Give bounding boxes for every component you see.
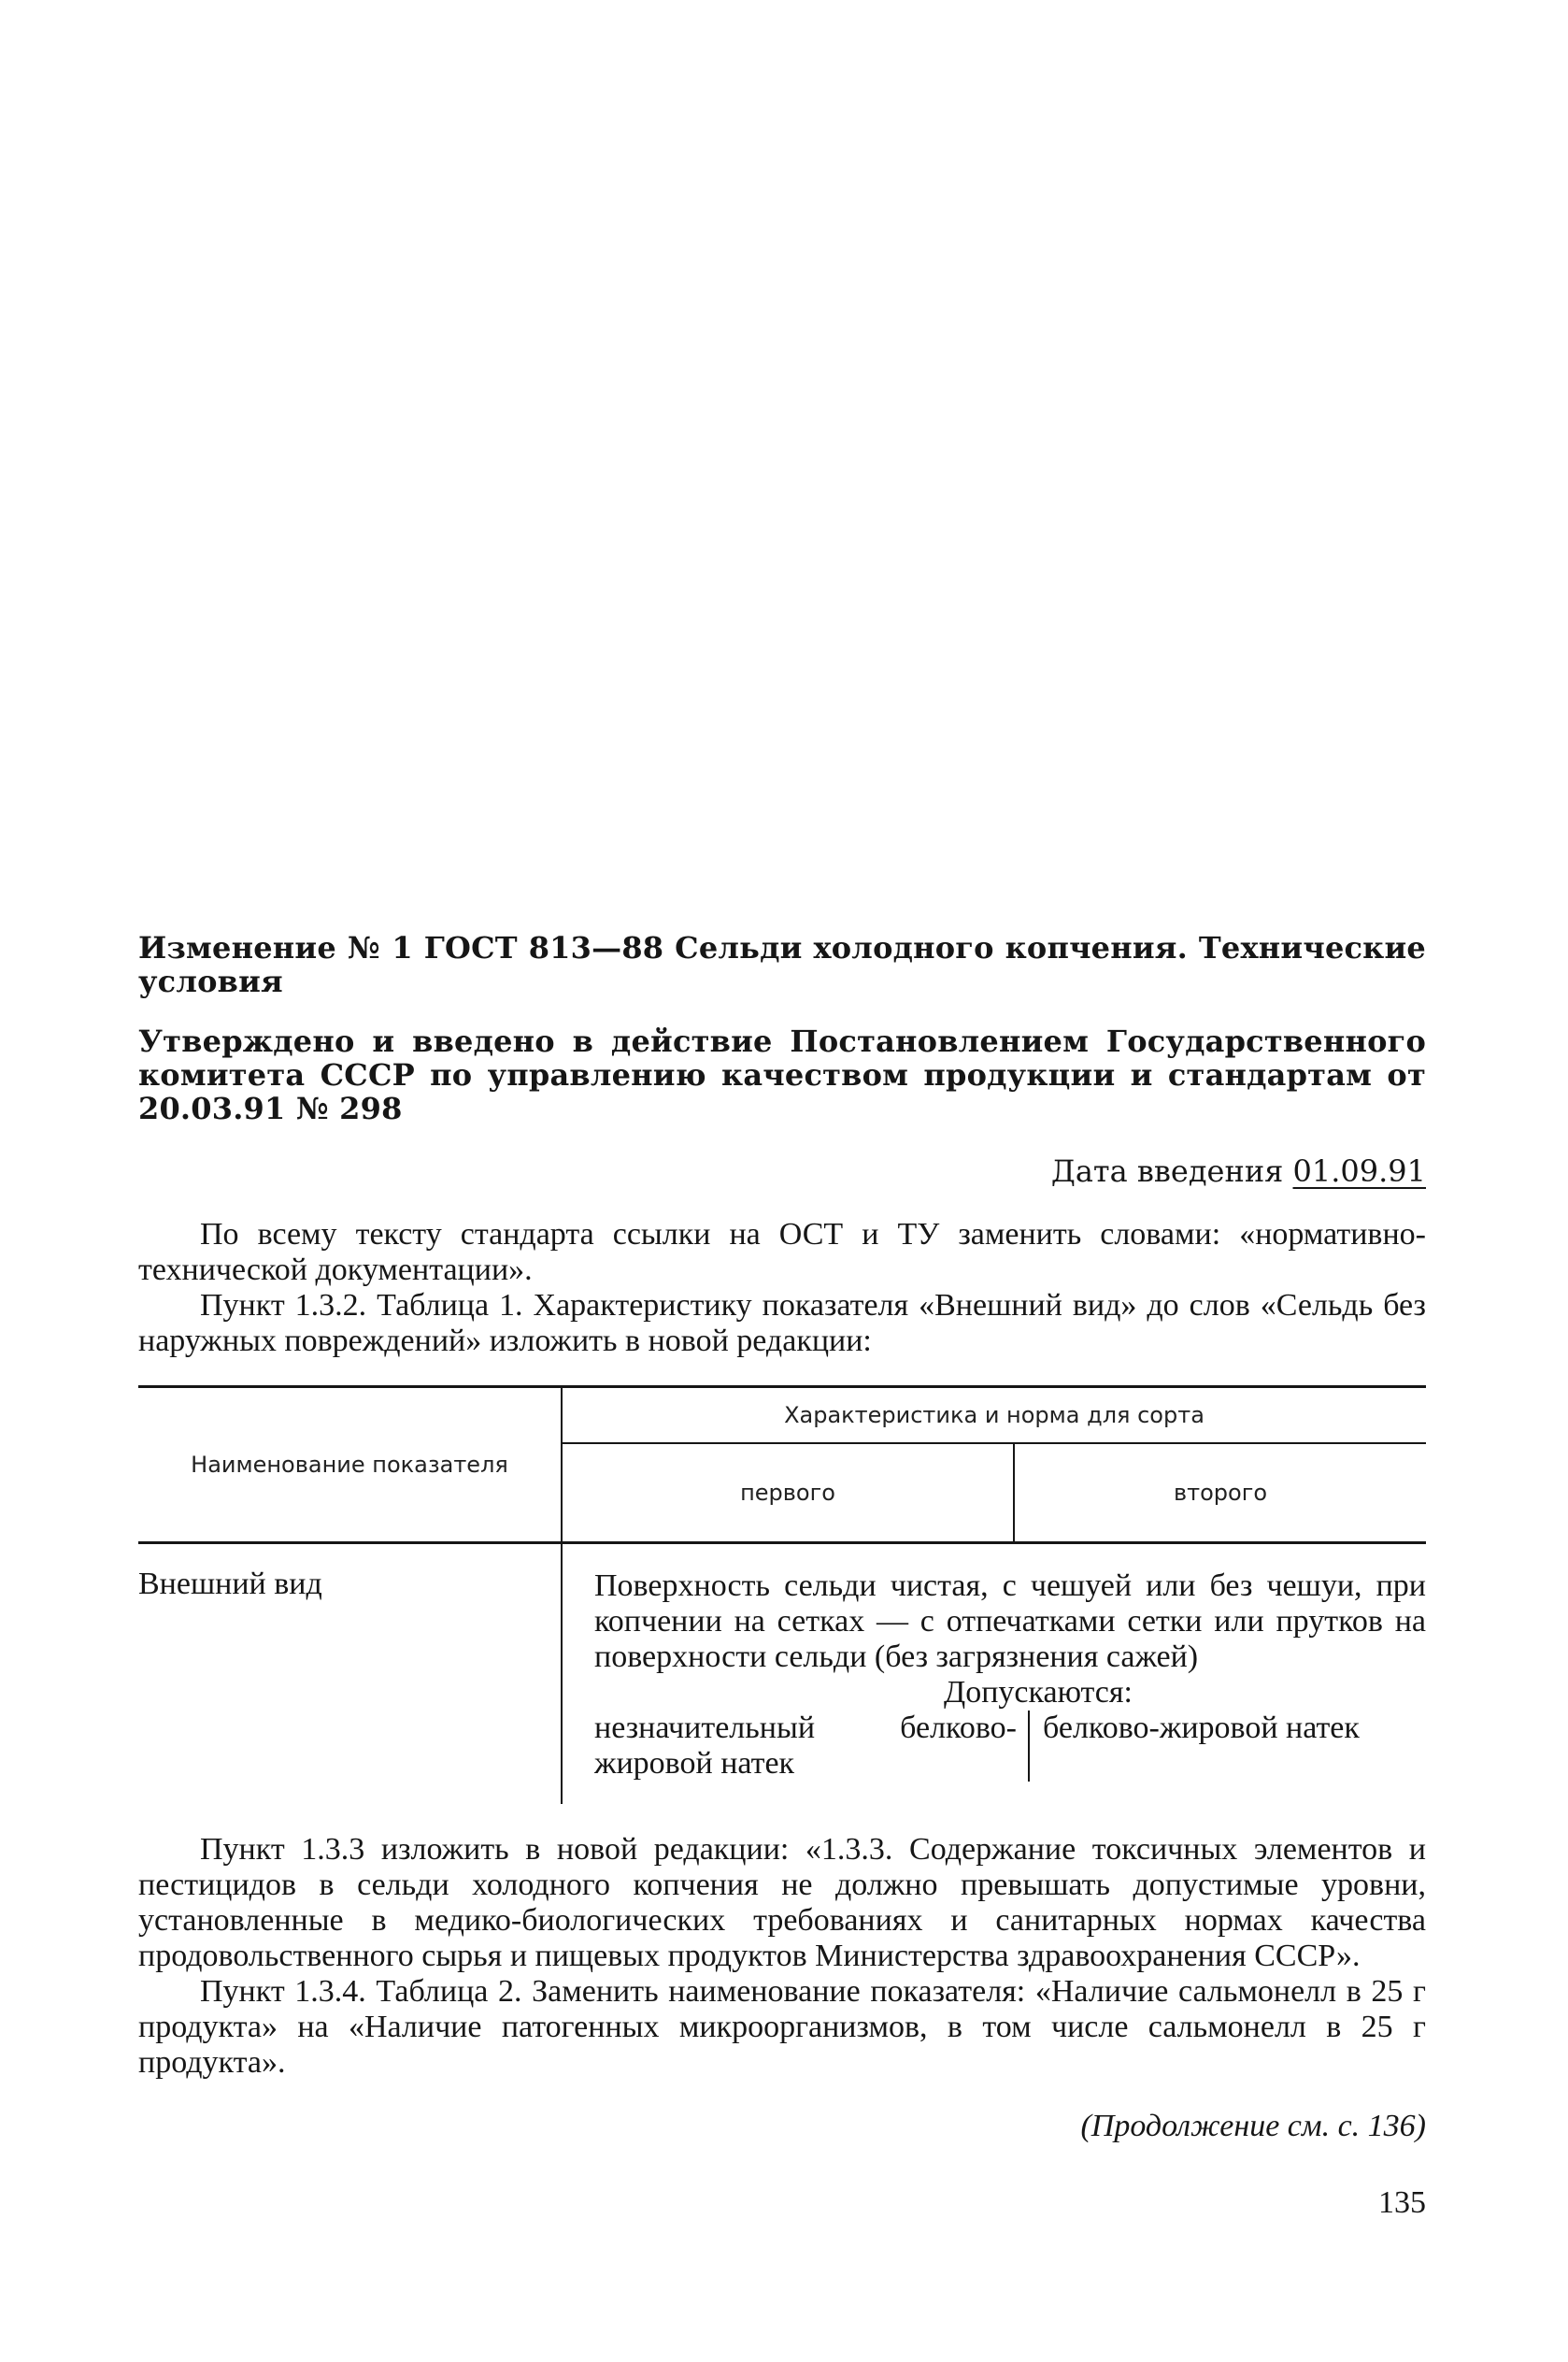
column-header-indicator: Наименование показателя [138, 1387, 562, 1543]
approval-statement: Утверждено и введено в действие Постановлением Государственного комитета СССР по управлению качеством продукции и стандартам от 20.03.91 № 298 [138, 1024, 1426, 1126]
row-common-text: Поверхность сельди чистая, с чешуей или без чешуи, при копчении на сетках — с отпечатками сетки или прутков на поверхности сельди (без загрязнения сажей) [594, 1568, 1426, 1674]
row-first-grade-value: незначительный белково-жировой натек [594, 1711, 1030, 1782]
row-allowed-label: Допускаются: [944, 1675, 1133, 1710]
table-header-row [138, 1387, 1426, 1444]
paragraph-references: По всему тексту стандарта ссылки на ОСТ и ТУ заменить словами: «нормативно-технической документации». [138, 1217, 1426, 1287]
document-page [138, 931, 1426, 2221]
column-header-first-grade: первого [562, 1443, 1014, 1543]
effective-date-value: 01.09.91 [1292, 1153, 1426, 1189]
continuation-note: (Продолжение см. с. 136) [1080, 2109, 1426, 2143]
effective-date-label: Дата введения [1050, 1153, 1284, 1189]
characteristics-table [138, 1385, 1426, 1804]
table-row [138, 1543, 1426, 1805]
row-indicator-name: Внешний вид [138, 1543, 562, 1805]
column-header-grade-group: Характеристика и норма для сорта [562, 1387, 1426, 1444]
paragraph-table2: Пункт 1.3.4. Таблица 2. Заменить наименование показателя: «Наличие сальмонелл в 25 г продукта» на «Наличие патогенных микроорганизмов, в том числе сальмонелл в 25 г продукта». [138, 1974, 1426, 2080]
page-number: 135 [1378, 2185, 1426, 2220]
document-title: Изменение № 1 ГОСТ 813—88 Сельди холодного копчения. Технические условия [138, 930, 1426, 999]
column-header-second-grade: второго [1014, 1443, 1426, 1543]
row-grade-split [594, 1711, 1426, 1782]
paragraph-table1: Пункт 1.3.2. Таблица 1. Характеристику показателя «Внешний вид» до слов «Сельдь без наружных повреждений» изложить в новой редакции: [138, 1288, 1426, 1358]
effective-date [138, 1153, 1426, 1189]
row-second-grade-value: белково-жировой натек [1043, 1711, 1360, 1745]
paragraph-toxic-elements: Пункт 1.3.3 изложить в новой редакции: «1.3.3. Содержание токсичных элементов и пестицидов в сельди холодного копчения не должно превышать допустимые уровни, установленные в медико-биологических требованиях и санитарных нормах качества продовольственного сырья и пищевых продуктов Министерства здравоохранения СССР». [138, 1832, 1426, 1973]
row-characteristics [562, 1543, 1426, 1805]
